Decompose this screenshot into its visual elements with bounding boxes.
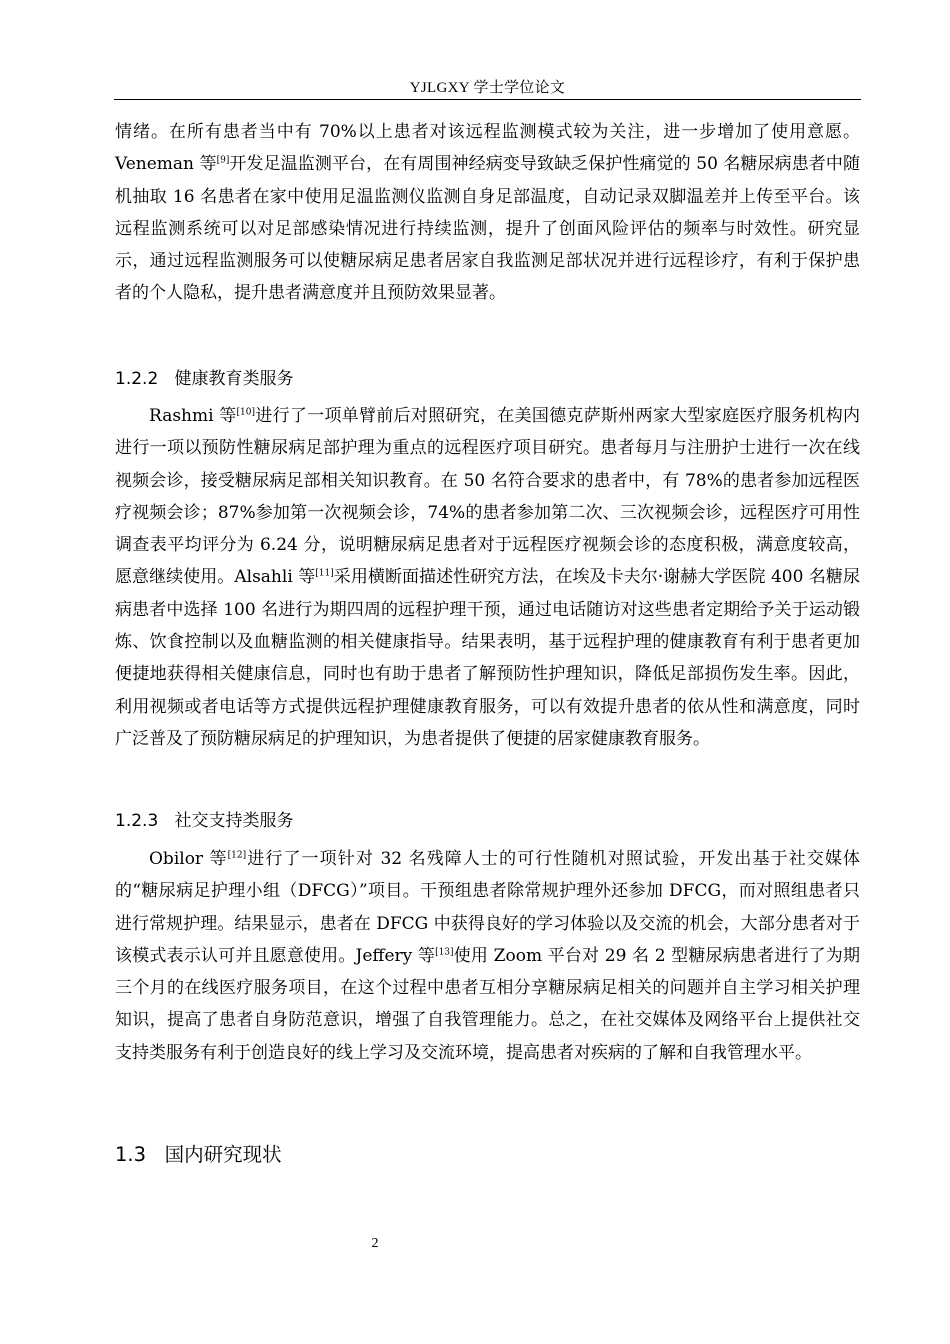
paragraph-text: 使用 Zoom 平台对 29 名 2 型糖尿病患者进行了为期三个月的在线医疗服务项目，在这个过程中患者互相分享糖尿病足相关的问题并自主学习相关护理知识，提高了患者自身防范意识，增强了自我管理能力。总之，在社交媒体及网络平台上提供社交支持类服务有利于创造良好的线上学习及交流环境，提高患者对疾病的了解和自我管理水平。 [115,945,860,1063]
section-heading-1-2-3: 1.2.3 社交支持类服务 [115,811,294,831]
paragraph-social-support [115,843,860,1069]
paragraph-remote-monitoring [115,116,860,310]
paragraph-text: 开发足温监测平台，在有周围神经病变导致缺乏保护性痛觉的 50 名糖尿病患者中随机抽取 16 名患者在家中使用足温监测仪监测自身足部温度，自动记录双脚温差并上传至平台。该远程监测系统可以对足部感染情况进行持续监测，提升了创面风险评估的频率与时效性。研究显示，通过远程监测服务可以使糖尿病足患者居家自我监测足部状况并进行远程诊疗，有利于保护患者的个人隐私，提升患者满意度并且预防效果显著。 [115,154,860,304]
paragraph-text: 采用横断面描述性研究方法，在埃及卡夫尔·谢赫大学医院 400 名糖尿病患者中选择 100 名进行为期四周的远程护理干预，通过电话随访对这些患者定期给予关于运动锻炼、饮食控制以及血糖监测的相关健康指导。结果表明，基于远程护理的健康教育有利于患者更加便捷地获得相关健康信息，同时也有助于患者了解预防性护理知识，降低足部损伤发生率。因此，利用视频或者电话等方式提供远程护理健康教育服务，可以有效提升患者的依从性和满意度，同时广泛普及了预防糖尿病足的护理知识，为患者提供了便捷的居家健康教育服务。 [115,567,860,749]
paragraph-text: 进行了一项针对 32 名残障人士的可行性随机对照试验，开发出基于社交媒体的“糖尿病足护理小组（DFCG）”项目。干预组患者除常规护理外还参加 DFCG，而对照组患者只进行常规护理。结果显示，患者在 DFCG 中获得良好的学习体验以及交流的机会，大部分患者对于该模式表示认可并且愿意使用。Jeffery 等 [115,849,860,966]
paragraph-text: Rashmi 等 [149,406,237,426]
running-header: YJLGXY 学士学位论文 [409,80,566,96]
paragraph-text: 进行了一项单臂前后对照研究，在美国德克萨斯州两家大型家庭医疗服务机构内进行一项以预防性糖尿病足部护理为重点的远程医疗项目研究。患者每月与注册护士进行一次在线视频会诊，接受糖尿病足部相关知识教育。在 50 名符合要求的患者中，有 78%的患者参加远程医疗视频会诊；87%参加第一次视频会诊，74%的患者参加第二次、三次视频会诊，远程医疗可用性调查表平均评分为 6.24 分，说明糖尿病足患者对于远程医疗视频会诊的态度积极，满意度较高，愿意继续使用。Alsahli 等 [115,406,860,588]
paragraph-text: 情绪。在所有患者当中有 70%以上患者对该远程监测模式较为关注，进一步增加了使用意愿。Veneman 等 [115,122,860,175]
section-heading-1-2-2: 1.2.2 健康教育类服务 [115,369,294,389]
citation-ref: [11] [315,568,334,579]
section-heading-1-3: 1.3 国内研究现状 [115,1143,282,1166]
paragraph-text: Obilor 等 [149,849,228,869]
citation-ref: [9] [216,155,230,166]
citation-ref: [13] [435,947,454,958]
page-number: 2 [371,1236,379,1251]
citation-ref: [10] [236,407,256,418]
header-rule [114,99,861,100]
citation-ref: [12] [227,850,247,861]
paragraph-health-education [115,400,860,755]
